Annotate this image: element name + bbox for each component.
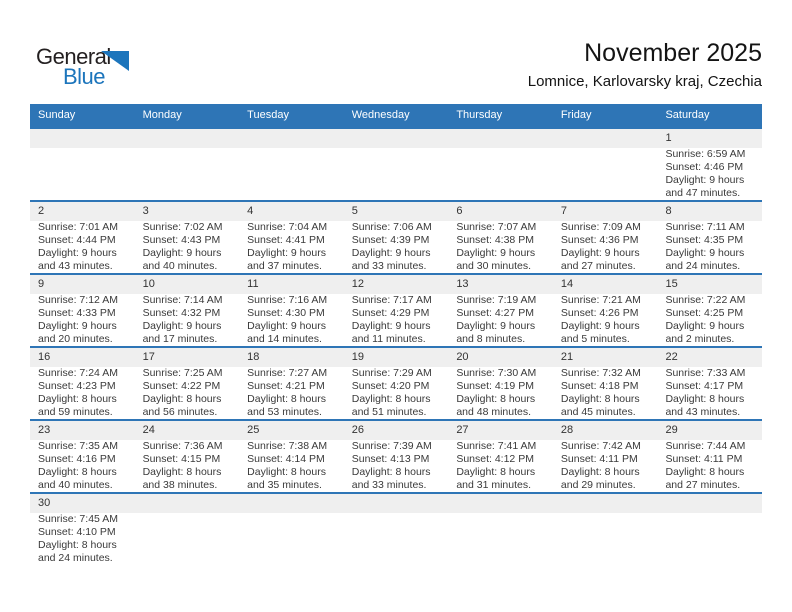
day-cell-9: [30, 275, 135, 346]
sunset-text: Sunset: 4:27 PM: [456, 307, 534, 319]
day-cell-empty: [135, 494, 240, 565]
day-cell-empty: [553, 129, 658, 200]
week-row: [30, 200, 762, 273]
day-cell-11: [239, 275, 344, 346]
day-number: 14: [553, 275, 658, 294]
day-number: 1: [657, 129, 762, 148]
daylight-text: Daylight: 8 hours: [38, 539, 117, 551]
sunset-text: Sunset: 4:20 PM: [351, 380, 430, 392]
daylight-text: Daylight: 9 hours: [351, 247, 431, 259]
sunrise-text: Sunrise: 7:24 AM: [38, 367, 118, 379]
daylight-text: and 33 minutes.: [351, 479, 427, 491]
sunset-text: Sunset: 4:44 PM: [38, 234, 116, 246]
sunrise-text: Sunrise: 7:12 AM: [38, 294, 118, 306]
sunrise-text: Sunrise: 7:27 AM: [247, 367, 328, 379]
day-cell-empty: [448, 129, 553, 200]
sunrise-text: Sunrise: 7:25 AM: [142, 367, 223, 379]
logo-general-text: General: [36, 44, 111, 69]
sunrise-text: Sunrise: 7:22 AM: [665, 294, 746, 306]
sunset-text: Sunset: 4:32 PM: [142, 307, 221, 319]
daylight-text: Daylight: 8 hours: [456, 393, 536, 405]
weekday-sunday: Sunday: [38, 109, 76, 121]
day-cell-17: [135, 348, 240, 419]
sunrise-text: Sunrise: 7:30 AM: [456, 367, 537, 379]
sunset-text: Sunset: 4:11 PM: [665, 453, 743, 465]
sunset-text: Sunset: 4:36 PM: [560, 234, 639, 246]
day-cell-28: [553, 421, 658, 492]
day-number: 11: [239, 275, 344, 294]
sunset-text: Sunset: 4:33 PM: [38, 307, 116, 319]
week-row: [30, 127, 762, 200]
daylight-text: Daylight: 8 hours: [38, 393, 117, 405]
weekday-saturday: Saturday: [665, 109, 710, 121]
sunrise-text: Sunrise: 7:02 AM: [142, 221, 223, 233]
sunrise-text: Sunrise: 7:44 AM: [665, 440, 746, 452]
daylight-text: and 47 minutes.: [665, 187, 741, 199]
day-number: 3: [135, 202, 240, 221]
sunset-text: Sunset: 4:43 PM: [142, 234, 221, 246]
sunrise-text: Sunrise: 7:41 AM: [456, 440, 537, 452]
day-cell-4: [239, 202, 344, 273]
sunrise-text: Sunrise: 7:38 AM: [247, 440, 328, 452]
day-cell-13: [448, 275, 553, 346]
weeks-grid: [30, 127, 762, 565]
day-cell-14: [553, 275, 658, 346]
daylight-text: Daylight: 9 hours: [665, 320, 745, 332]
sunset-text: Sunset: 4:26 PM: [560, 307, 639, 319]
day-number: [657, 494, 762, 513]
day-cell-5: [344, 202, 449, 273]
day-number: 23: [30, 421, 135, 440]
daylight-text: and 11 minutes.: [351, 333, 426, 345]
week-row: [30, 492, 762, 565]
sunrise-text: Sunrise: 7:39 AM: [351, 440, 432, 452]
day-number: [553, 494, 658, 513]
sunset-text: Sunset: 4:38 PM: [456, 234, 534, 246]
day-number: 17: [135, 348, 240, 367]
daylight-text: and 5 minutes.: [560, 333, 630, 345]
daylight-text: and 2 minutes.: [665, 333, 735, 345]
daylight-text: and 43 minutes.: [665, 406, 741, 418]
week-row: [30, 273, 762, 346]
weekday-tuesday: Tuesday: [247, 109, 289, 121]
daylight-text: and 29 minutes.: [560, 479, 636, 491]
sunset-text: Sunset: 4:39 PM: [351, 234, 430, 246]
sunset-text: Sunset: 4:29 PM: [351, 307, 430, 319]
day-number: 20: [448, 348, 553, 367]
daylight-text: and 30 minutes.: [456, 260, 532, 272]
daylight-text: Daylight: 9 hours: [247, 247, 326, 259]
day-cell-18: [239, 348, 344, 419]
sunrise-text: Sunrise: 7:16 AM: [247, 294, 328, 306]
day-number: [135, 129, 240, 148]
daylight-text: and 20 minutes.: [38, 333, 113, 345]
sunrise-text: Sunrise: 7:01 AM: [38, 221, 118, 233]
day-cell-2: [30, 202, 135, 273]
daylight-text: Daylight: 9 hours: [456, 247, 536, 259]
day-number: 7: [553, 202, 658, 221]
sunrise-text: Sunrise: 7:45 AM: [38, 513, 118, 525]
daylight-text: Daylight: 9 hours: [560, 247, 640, 259]
weekday-header: [30, 104, 762, 127]
daylight-text: Daylight: 9 hours: [38, 320, 117, 332]
daylight-text: and 40 minutes.: [142, 260, 218, 272]
daylight-text: Daylight: 9 hours: [665, 174, 745, 186]
daylight-text: Daylight: 9 hours: [247, 320, 326, 332]
weekday-friday: Friday: [560, 109, 592, 121]
day-number: [448, 129, 553, 148]
day-cell-25: [239, 421, 344, 492]
day-cell-6: [448, 202, 553, 273]
day-number: [344, 494, 449, 513]
day-number: 15: [657, 275, 762, 294]
sunset-text: Sunset: 4:21 PM: [247, 380, 325, 392]
day-cell-29: [657, 421, 762, 492]
weekday-monday: Monday: [142, 109, 182, 121]
day-number: 6: [448, 202, 553, 221]
day-cell-empty: [657, 494, 762, 565]
daylight-text: Daylight: 9 hours: [351, 320, 431, 332]
sunrise-text: Sunrise: 7:11 AM: [665, 221, 745, 233]
daylight-text: Daylight: 9 hours: [665, 247, 745, 259]
day-cell-10: [135, 275, 240, 346]
day-number: [239, 494, 344, 513]
sunset-text: Sunset: 4:30 PM: [247, 307, 325, 319]
daylight-text: Daylight: 8 hours: [247, 466, 326, 478]
day-cell-empty: [344, 129, 449, 200]
sunset-text: Sunset: 4:14 PM: [247, 453, 325, 465]
logo-triangle-icon: [101, 51, 129, 76]
daylight-text: and 45 minutes.: [560, 406, 636, 418]
logo-blue-text: Blue: [63, 64, 106, 89]
sunrise-text: Sunrise: 7:42 AM: [560, 440, 641, 452]
day-cell-26: [344, 421, 449, 492]
day-number: 30: [30, 494, 135, 513]
day-cell-3: [135, 202, 240, 273]
day-cell-12: [344, 275, 449, 346]
daylight-text: Daylight: 8 hours: [142, 393, 222, 405]
day-number: [30, 129, 135, 148]
sunset-text: Sunset: 4:25 PM: [665, 307, 744, 319]
sunrise-text: Sunrise: 7:17 AM: [351, 294, 432, 306]
daylight-text: Daylight: 8 hours: [38, 466, 117, 478]
title-block: [528, 38, 762, 92]
daylight-text: Daylight: 8 hours: [142, 466, 222, 478]
weekday-thursday: Thursday: [456, 109, 503, 121]
day-cell-24: [135, 421, 240, 492]
daylight-text: Daylight: 8 hours: [560, 393, 640, 405]
day-cell-20: [448, 348, 553, 419]
day-cell-1: [657, 129, 762, 200]
day-number: 27: [448, 421, 553, 440]
general-blue-logo: [30, 44, 160, 94]
day-number: [344, 129, 449, 148]
daylight-text: and 37 minutes.: [247, 260, 322, 272]
daylight-text: Daylight: 8 hours: [351, 393, 431, 405]
sunset-text: Sunset: 4:18 PM: [560, 380, 639, 392]
day-cell-27: [448, 421, 553, 492]
daylight-text: Daylight: 8 hours: [456, 466, 536, 478]
calendar: [30, 104, 762, 565]
daylight-text: Daylight: 9 hours: [38, 247, 117, 259]
day-number: 26: [344, 421, 449, 440]
sunrise-text: Sunrise: 7:14 AM: [142, 294, 223, 306]
sunrise-text: Sunrise: 7:09 AM: [560, 221, 641, 233]
day-number: 5: [344, 202, 449, 221]
sunrise-text: Sunrise: 7:21 AM: [560, 294, 641, 306]
daylight-text: Daylight: 8 hours: [247, 393, 326, 405]
day-cell-8: [657, 202, 762, 273]
day-number: 28: [553, 421, 658, 440]
day-cell-30: [30, 494, 135, 565]
day-number: 19: [344, 348, 449, 367]
day-number: 24: [135, 421, 240, 440]
daylight-text: and 53 minutes.: [247, 406, 322, 418]
day-cell-23: [30, 421, 135, 492]
day-number: 16: [30, 348, 135, 367]
day-cell-empty: [30, 129, 135, 200]
day-number: 12: [344, 275, 449, 294]
daylight-text: Daylight: 8 hours: [560, 466, 640, 478]
day-number: 29: [657, 421, 762, 440]
sunset-text: Sunset: 4:41 PM: [247, 234, 325, 246]
daylight-text: and 33 minutes.: [351, 260, 427, 272]
day-number: [448, 494, 553, 513]
sunset-text: Sunset: 4:10 PM: [38, 526, 116, 538]
day-cell-empty: [553, 494, 658, 565]
daylight-text: and 24 minutes.: [665, 260, 741, 272]
daylight-text: and 27 minutes.: [665, 479, 741, 491]
day-number: 2: [30, 202, 135, 221]
weekday-wednesday: Wednesday: [351, 109, 410, 121]
day-number: [239, 129, 344, 148]
daylight-text: and 31 minutes.: [456, 479, 532, 491]
daylight-text: and 27 minutes.: [560, 260, 636, 272]
daylight-text: and 56 minutes.: [142, 406, 218, 418]
daylight-text: and 40 minutes.: [38, 479, 113, 491]
sunset-text: Sunset: 4:19 PM: [456, 380, 534, 392]
day-number: 9: [30, 275, 135, 294]
sunset-text: Sunset: 4:22 PM: [142, 380, 221, 392]
day-cell-7: [553, 202, 658, 273]
daylight-text: Daylight: 9 hours: [456, 320, 536, 332]
day-cell-empty: [239, 129, 344, 200]
sunset-text: Sunset: 4:13 PM: [351, 453, 430, 465]
day-number: 22: [657, 348, 762, 367]
day-cell-empty: [135, 129, 240, 200]
daylight-text: and 17 minutes.: [142, 333, 218, 345]
daylight-text: Daylight: 8 hours: [665, 466, 745, 478]
daylight-text: and 8 minutes.: [456, 333, 526, 345]
day-number: 18: [239, 348, 344, 367]
day-cell-19: [344, 348, 449, 419]
daylight-text: and 35 minutes.: [247, 479, 322, 491]
daylight-text: and 51 minutes.: [351, 406, 427, 418]
day-number: 21: [553, 348, 658, 367]
day-number: 25: [239, 421, 344, 440]
sunset-text: Sunset: 4:35 PM: [665, 234, 744, 246]
day-cell-empty: [344, 494, 449, 565]
page-subtitle: Lomnice, Karlovarsky kraj, Czechia: [527, 73, 762, 90]
sunrise-text: Sunrise: 7:33 AM: [665, 367, 746, 379]
daylight-text: and 38 minutes.: [142, 479, 218, 491]
daylight-text: and 59 minutes.: [38, 406, 113, 418]
daylight-text: and 24 minutes.: [38, 552, 113, 564]
sunrise-text: Sunrise: 7:29 AM: [351, 367, 432, 379]
day-cell-15: [657, 275, 762, 346]
daylight-text: Daylight: 9 hours: [560, 320, 640, 332]
day-cell-22: [657, 348, 762, 419]
daylight-text: Daylight: 9 hours: [142, 247, 222, 259]
sunset-text: Sunset: 4:23 PM: [38, 380, 116, 392]
day-number: 13: [448, 275, 553, 294]
day-number: 4: [239, 202, 344, 221]
page-title: November 2025: [584, 39, 762, 67]
sunset-text: Sunset: 4:11 PM: [560, 453, 638, 465]
sunrise-text: Sunrise: 7:07 AM: [456, 221, 537, 233]
daylight-text: and 48 minutes.: [456, 406, 532, 418]
day-number: 8: [657, 202, 762, 221]
sunset-text: Sunset: 4:15 PM: [142, 453, 221, 465]
day-cell-empty: [448, 494, 553, 565]
sunrise-text: Sunrise: 7:32 AM: [560, 367, 641, 379]
sunrise-text: Sunrise: 7:19 AM: [456, 294, 537, 306]
sunrise-text: Sunrise: 7:35 AM: [38, 440, 118, 452]
sunset-text: Sunset: 4:17 PM: [665, 380, 744, 392]
week-row: [30, 346, 762, 419]
day-number: 10: [135, 275, 240, 294]
daylight-text: Daylight: 9 hours: [142, 320, 222, 332]
week-row: [30, 419, 762, 492]
sunset-text: Sunset: 4:46 PM: [665, 161, 744, 173]
daylight-text: and 43 minutes.: [38, 260, 113, 272]
sunrise-text: Sunrise: 6:59 AM: [665, 148, 746, 160]
day-number: [135, 494, 240, 513]
day-cell-21: [553, 348, 658, 419]
sunset-text: Sunset: 4:16 PM: [38, 453, 116, 465]
sunrise-text: Sunrise: 7:36 AM: [142, 440, 223, 452]
sunrise-text: Sunrise: 7:04 AM: [247, 221, 328, 233]
sunrise-text: Sunrise: 7:06 AM: [351, 221, 432, 233]
day-number: [553, 129, 658, 148]
daylight-text: Daylight: 8 hours: [351, 466, 431, 478]
daylight-text: and 14 minutes.: [247, 333, 322, 345]
day-cell-empty: [239, 494, 344, 565]
day-cell-16: [30, 348, 135, 419]
daylight-text: Daylight: 8 hours: [665, 393, 745, 405]
sunset-text: Sunset: 4:12 PM: [456, 453, 534, 465]
